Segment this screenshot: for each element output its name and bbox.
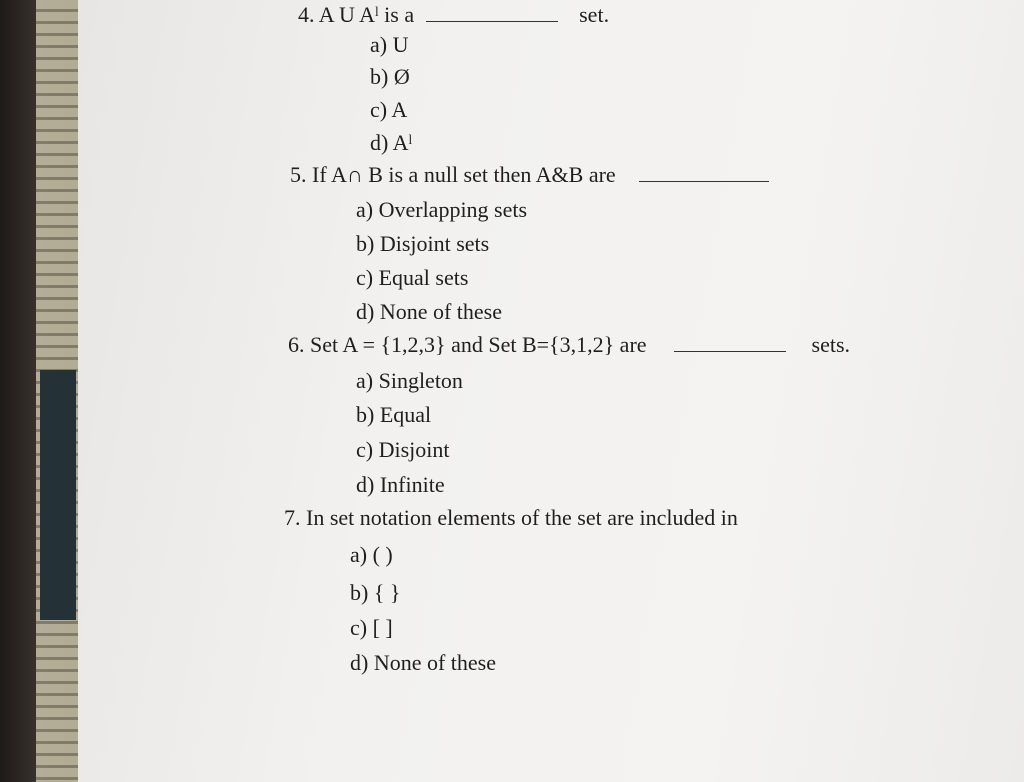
question-6-option-c — [356, 437, 450, 463]
answer-blank-6 — [674, 333, 786, 352]
question-5-number: 5. — [290, 162, 307, 187]
question-6-number: 6. — [288, 332, 305, 357]
option-text: ( ) — [372, 542, 393, 567]
question-7-option-d — [350, 650, 496, 676]
option-letter: c) — [350, 615, 368, 640]
option-letter: c) — [356, 265, 374, 290]
question-7 — [284, 505, 738, 531]
option-letter: d) — [350, 650, 369, 675]
question-6-tail: sets. — [811, 332, 851, 357]
option-letter: d) — [356, 299, 375, 324]
option-text: [ ] — [372, 615, 393, 640]
option-letter: a) — [350, 542, 368, 567]
option-letter: d) — [356, 472, 375, 497]
question-4-option-a — [370, 32, 408, 58]
question-4-option-c — [370, 97, 407, 123]
question-4-number: 4. — [298, 2, 315, 27]
question-4-option-b — [370, 64, 410, 90]
option-letter: b) — [356, 402, 375, 427]
option-text: Overlapping sets — [378, 197, 528, 222]
question-6 — [288, 332, 850, 358]
option-text: Infinite — [379, 472, 445, 497]
option-letter: b) — [356, 231, 375, 256]
answer-blank-5 — [639, 163, 769, 182]
question-6-option-d — [356, 472, 445, 498]
question-5-text: If A∩ B is a null set then A&B are — [312, 162, 616, 187]
option-text: Equal — [379, 402, 432, 427]
option-text: Disjoint sets — [379, 231, 490, 256]
option-letter: a) — [370, 32, 388, 57]
question-7-text: In set notation elements of the set are included in — [306, 505, 738, 530]
worksheet-content — [78, 0, 1024, 782]
option-letter: b) — [350, 580, 369, 605]
option-letter: d) — [370, 130, 389, 155]
option-text: Ø — [393, 64, 410, 89]
binder-dark-strip — [40, 370, 76, 620]
question-7-option-a — [350, 542, 393, 568]
option-letter: b) — [370, 64, 389, 89]
option-letter: c) — [370, 97, 388, 122]
question-4-tail: set. — [579, 2, 610, 27]
question-6-option-b — [356, 402, 431, 428]
question-4-text: A U Aˡ is a — [318, 2, 415, 27]
question-7-option-b — [350, 580, 400, 606]
option-text: A — [391, 97, 408, 122]
question-5-option-b — [356, 231, 489, 257]
question-6-text: Set A = {1,2,3} and Set B={3,1,2} are — [310, 332, 647, 357]
option-text: None of these — [379, 299, 503, 324]
question-7-number: 7. — [284, 505, 301, 530]
question-6-option-a — [356, 368, 463, 394]
option-text: Aˡ — [392, 130, 413, 155]
question-7-option-c — [350, 615, 393, 641]
option-text: Disjoint — [378, 437, 450, 462]
answer-blank-4 — [426, 3, 558, 22]
option-text: None of these — [373, 650, 497, 675]
option-letter: a) — [356, 368, 374, 393]
question-4-option-d — [370, 130, 412, 156]
question-5-option-d — [356, 299, 502, 325]
worksheet-paper — [78, 0, 1024, 782]
option-text: Singleton — [378, 368, 463, 393]
option-text: U — [392, 32, 409, 57]
option-letter: c) — [356, 437, 374, 462]
question-4 — [298, 2, 609, 28]
option-letter: a) — [356, 197, 374, 222]
question-5-option-c — [356, 265, 468, 291]
option-text: Equal sets — [378, 265, 469, 290]
option-text: { } — [373, 580, 401, 605]
question-5-option-a — [356, 197, 527, 223]
question-5 — [290, 162, 775, 188]
